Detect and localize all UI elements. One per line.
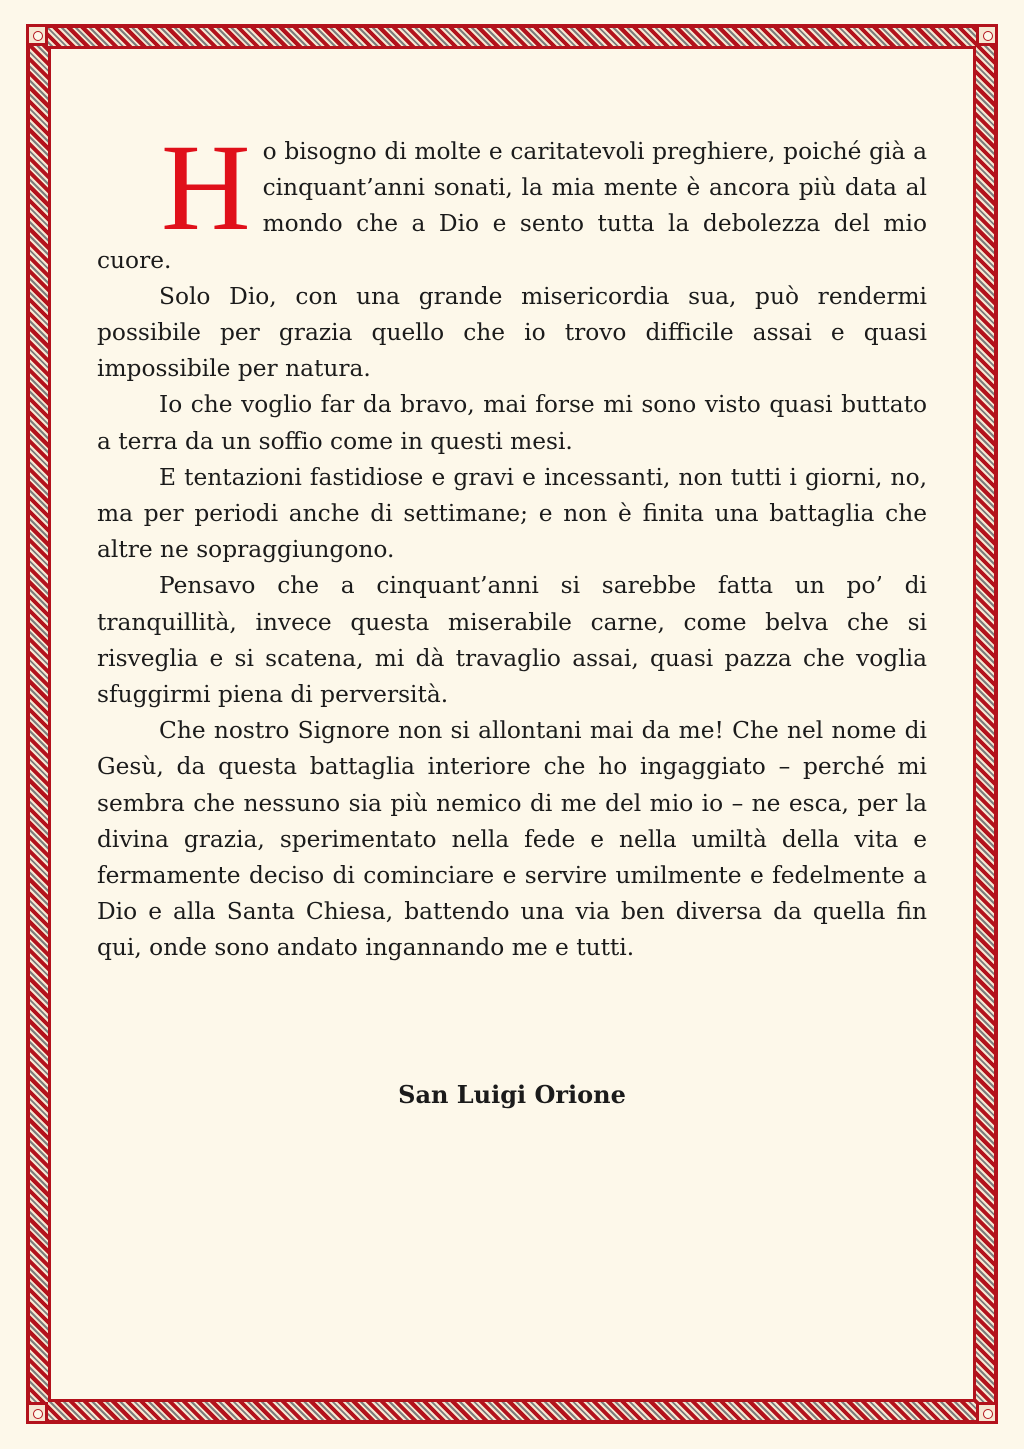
signature: San Luigi Orione — [398, 1080, 626, 1109]
paragraph: Io che voglio far da bravo, mai forse mi sono visto quasi buttato a terra da un soffio come in questi mesi. — [97, 391, 927, 455]
paragraph: Pensavo che a cinquant’anni si sarebbe fatta un po’ di tranquillità, invece questa miserabile carne, come belva che si risveglia e si scatena, mi dà travaglio assai, quasi pazza che voglia sfuggirmi piena di perversità. — [97, 572, 927, 709]
paragraph-text: o bisogno di molte e caritatevoli preghiere, poiché già a cinquant’anni sonati, la mia mente è ancora più data al mondo che a Dio e sento tutta la debolezza del mio cuore. — [97, 138, 927, 274]
corner-ornament-icon — [976, 24, 998, 46]
letter-body — [97, 119, 927, 967]
dropcap-letter: H — [161, 119, 251, 256]
paragraph: Solo Dio, con una grande misericordia sua, può rendermi possibile per grazia quello che io trovo difficile assai e quasi impossibile per natura. — [97, 282, 927, 383]
corner-ornament-icon — [26, 1402, 48, 1424]
paragraph: Che nostro Signore non si allontani mai da me! Che nel nome di Gesù, da questa battaglia interiore che ho ingaggiato – perché mi sembra che nessuno sia più nemico di me del mio io – ne esca, per la divina grazia, sperimentato nella fede e nella umiltà della vita e fermamente deciso di cominciare e servire umilmente e fedelmente a Dio e alla Santa Chiesa, battendo una via ben diversa da quella fin qui, onde sono andato ingannando me e tutti. — [97, 717, 927, 962]
corner-ornament-icon — [26, 24, 48, 46]
paragraph — [97, 119, 927, 279]
paragraph: E tentazioni fastidiose e gravi e incessanti, non tutti i giorni, no, ma per periodi anche di settimane; e non è finita una battaglia che altre ne sopraggiungono. — [97, 463, 927, 564]
corner-ornament-icon — [976, 1402, 998, 1424]
